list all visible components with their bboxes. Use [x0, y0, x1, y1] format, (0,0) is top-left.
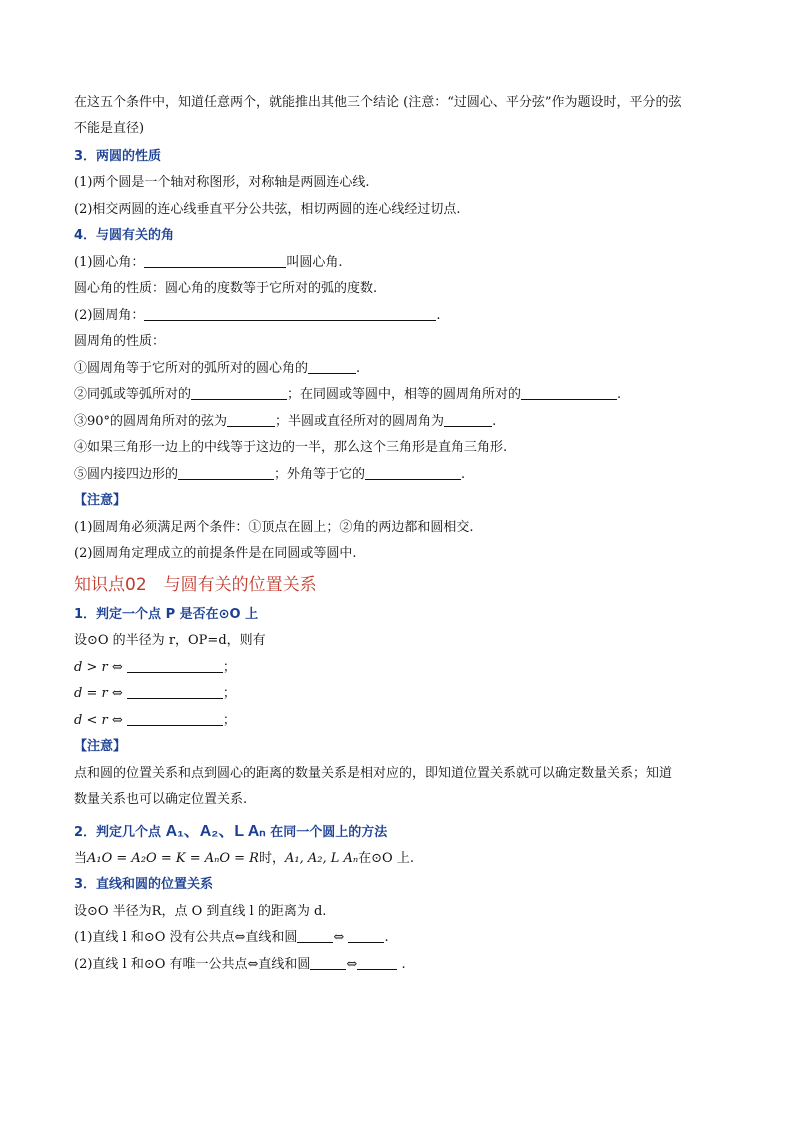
note-2-paragraph [74, 761, 724, 807]
section-3-p1: (1)两个圆是一个轴对称图形，对称轴是两圆连心线. [74, 175, 370, 190]
subsection-1-heading: 1．判定一个点 P 是否在⊙O 上 [74, 606, 259, 622]
note-2-line-2: 数量关系也可以确定位置关系. [74, 791, 248, 807]
subsection-2-p1: 当A₁O = A₂O = K = AₙO = R时，A₁, A₂, L Aₙ在⊙O 上. [74, 850, 414, 866]
intro-line-2: 不能是直径) [74, 121, 145, 136]
relation-row-less: d < r ⇔ ； [74, 712, 236, 728]
blank [348, 928, 384, 943]
knowledge-point-02-title: 知识点02 与圆有关的位置关系 [74, 574, 317, 595]
points-list: A₁、A₂、L Aₙ [165, 823, 266, 840]
blank [521, 385, 617, 400]
blank [191, 385, 287, 400]
section-3-heading: 3．两圆的性质 [74, 148, 162, 164]
blank [310, 955, 346, 970]
points-list: A₁, A₂, L Aₙ [285, 850, 359, 866]
blank [144, 306, 436, 321]
section-3-p2: (2)相交两圆的连心线垂直平分公共弦，相切两圆的连心线经过切点. [74, 201, 461, 217]
property-item-4: ④如果三角形一边上的中线等于这边的一半，那么这个三角形是直角三角形. [74, 440, 508, 455]
central-angle-property: 圆心角的性质：圆心角的度数等于它所对的弧的度数. [74, 281, 378, 296]
inscribed-angle-definition: (2)圆周角： . [74, 307, 441, 323]
line-circle-no-common-point: (1)直线 l 和⊙O 没有公共点⇔直线和圆 ⇔ . [74, 930, 389, 945]
section-4-heading: 4．与圆有关的角 [74, 228, 175, 243]
central-angle-definition: (1)圆心角： 叫圆心角. [74, 254, 343, 270]
blank [127, 658, 223, 673]
blank [308, 359, 356, 374]
property-item-1: ①圆周角等于它所对的弧所对的圆心角的 . [74, 360, 361, 376]
property-item-2: ②同弧或等弧所对的 ；在同圆或等圆中，相等的圆周角所对的 . [74, 387, 622, 402]
blank [297, 928, 333, 943]
blank [144, 253, 286, 268]
subsection-3-heading: 3．直线和圆的位置关系 [74, 877, 214, 892]
subsection-1-p1: 设⊙O 的半径为 r，OP=d，则有 [74, 633, 266, 648]
note-label: 【注意】 [74, 739, 127, 754]
intro-paragraph [74, 90, 724, 136]
property-item-3: ③90°的圆周角所对的弦为 ；半圆或直径所对的圆周角为 . [74, 413, 497, 429]
blank [357, 955, 397, 970]
blank [444, 412, 492, 427]
blank [178, 465, 274, 480]
blank [127, 711, 223, 726]
note-2-line-1: 点和圆的位置关系和点到圆心的距离的数量关系是相对应的，即知道位置关系就可以确定数量关系；知道 [74, 765, 673, 781]
property-item-5: ⑤圆内接四边形的 ；外角等于它的 . [74, 466, 466, 482]
blank [365, 465, 461, 480]
note-label: 【注意】 [74, 493, 127, 508]
equal-distance-formula: A₁O = A₂O = K = AₙO = R [87, 850, 259, 866]
intro-line-1: 在这五个条件中，知道任意两个，就能推出其他三个结论 (注意：“过圆心、平分弦”作为题设时，平分的弦 [74, 95, 682, 110]
inscribed-angle-property-label: 圆周角的性质： [74, 334, 166, 349]
subsection-2-heading: 2．判定几个点 A₁、A₂、L Aₙ 在同一个圆上的方法 [74, 823, 388, 840]
blank [127, 684, 223, 699]
blank [227, 412, 275, 427]
document-page [74, 90, 724, 978]
line-circle-one-common-point: (2)直线 l 和⊙O 有唯一公共点⇔直线和圆 ⇔ . [74, 956, 406, 972]
note-1-p1: (1)圆周角必须满足两个条件：①顶点在圆上；②角的两边都和圆相交. [74, 519, 474, 535]
note-1-p2: (2)圆周角定理成立的前提条件是在同圆或等圆中. [74, 546, 357, 561]
relation-row-greater: d > r ⇔ ； [74, 659, 236, 675]
subsection-3-p1: 设⊙O 半径为R，点 O 到直线 l 的距离为 d. [74, 903, 327, 919]
relation-row-equal: d = r ⇔ ； [74, 686, 236, 701]
